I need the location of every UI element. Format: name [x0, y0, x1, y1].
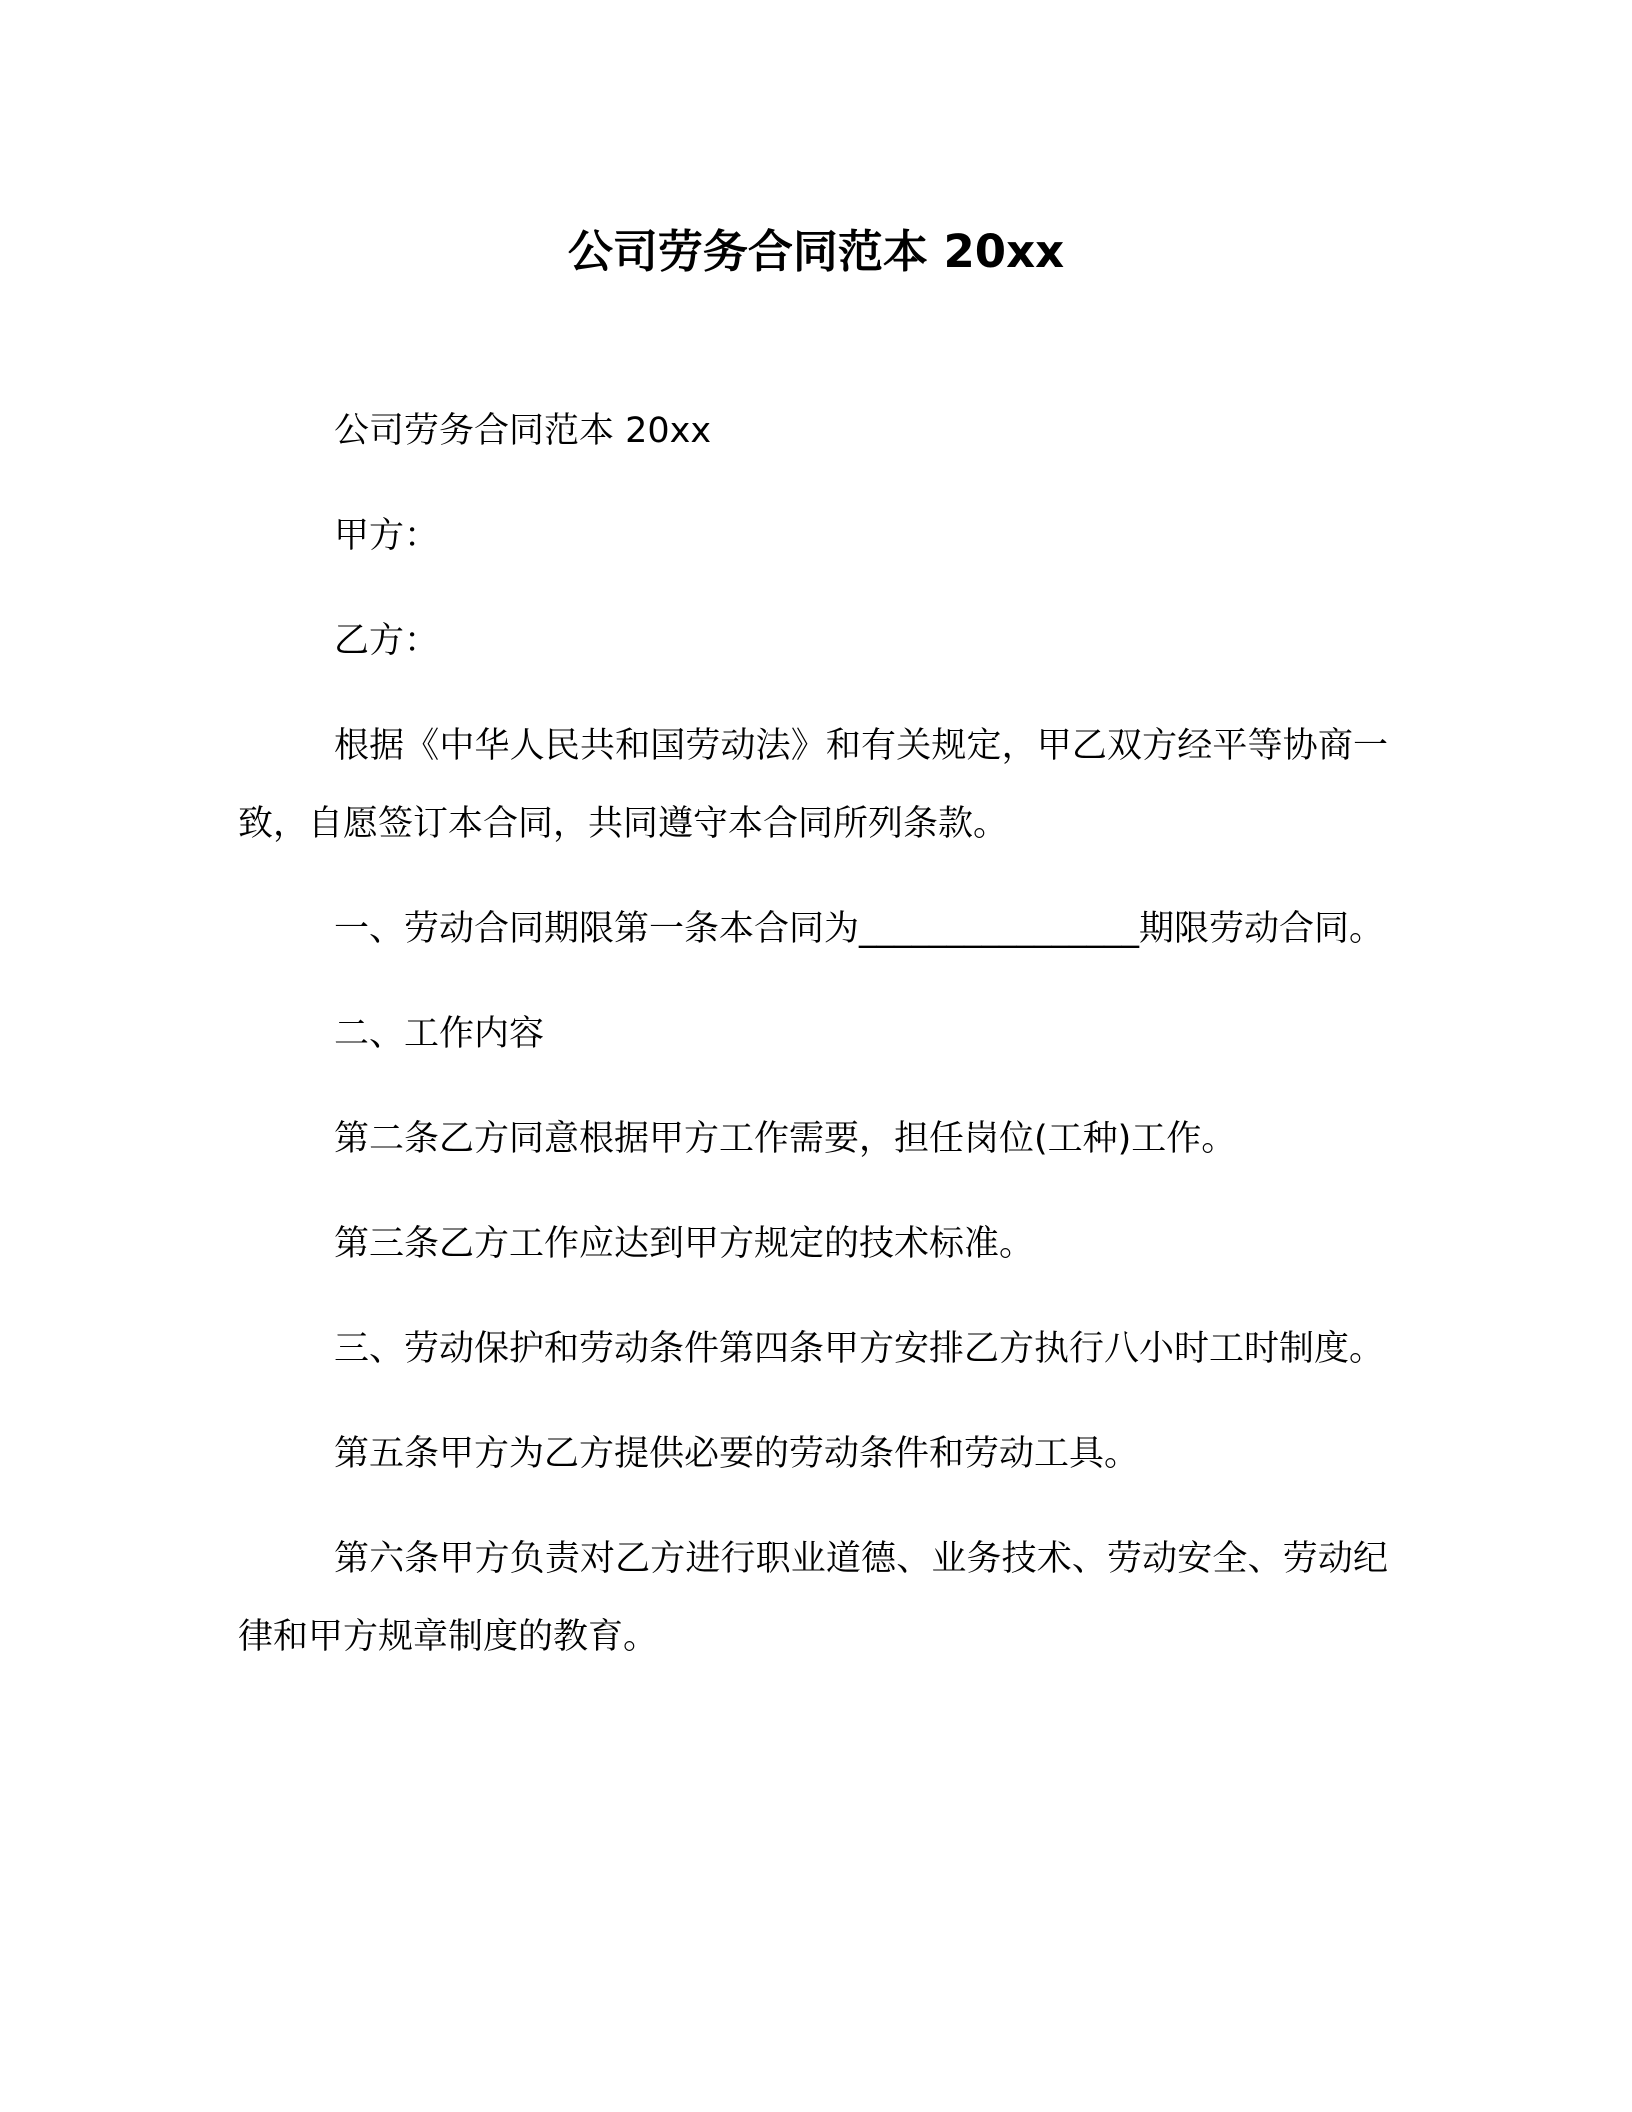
paragraph-work-content-heading: 二、工作内容 [334, 1014, 545, 1054]
paragraph-article-6: 第六条甲方负责对乙方进行职业道德、业务技术、劳动安全、劳动纪律和甲方规章制度的教育。 [238, 1539, 1388, 1657]
paragraph-article-3: 第三条乙方工作应达到甲方规定的技术标准。 [334, 1224, 1035, 1264]
paragraph-party-a: 甲方： [334, 516, 440, 556]
paragraph-article-5: 第五条甲方为乙方提供必要的劳动条件和劳动工具。 [334, 1434, 1140, 1474]
paragraph-party-b: 乙方： [334, 621, 440, 661]
paragraph-subtitle: 公司劳务合同范本 20xx [334, 411, 712, 451]
paragraph-contract-term: 一、劳动合同期限第一条本合同为________________期限劳动合同。 [334, 909, 1385, 949]
document-body [238, 392, 1388, 1703]
paragraph-article-2: 第二条乙方同意根据甲方工作需要，担任岗位(工种)工作。 [334, 1119, 1237, 1159]
paragraph-article-4: 三、劳动保护和劳动条件第四条甲方安排乙方执行八小时工时制度。 [334, 1329, 1385, 1369]
document-title: 公司劳务合同范本 20xx [567, 225, 1065, 278]
paragraph-preamble: 根据《中华人民共和国劳动法》和有关规定，甲乙双方经平等协商一致，自愿签订本合同，共同遵守本合同所列条款。 [238, 726, 1388, 844]
